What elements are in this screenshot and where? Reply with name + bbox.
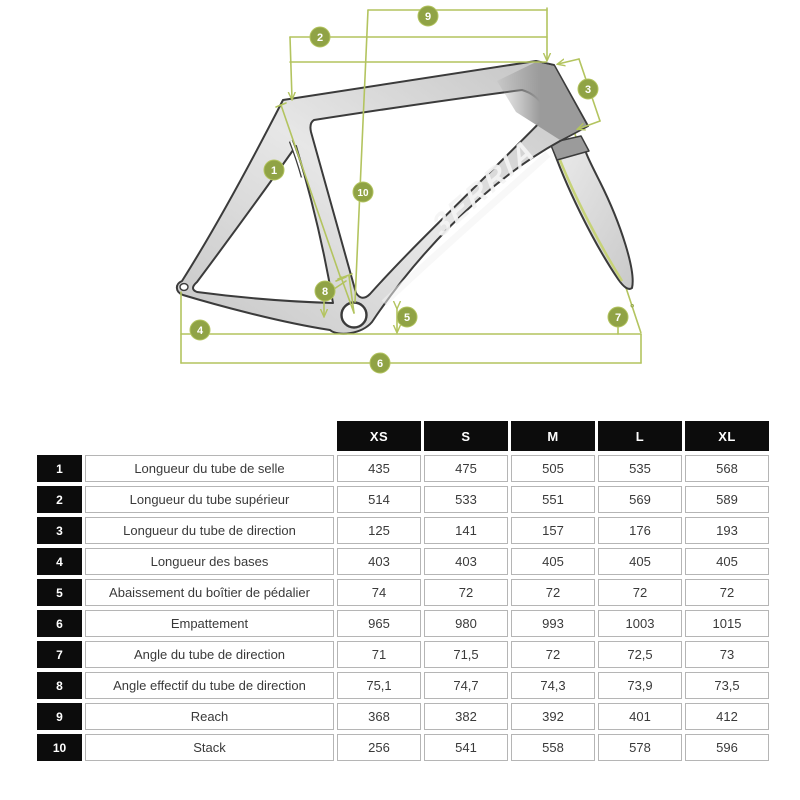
cell-value: 541 (424, 734, 508, 761)
cell-value: 475 (424, 455, 508, 482)
cell-value: 435 (337, 455, 421, 482)
cell-value: 569 (598, 486, 682, 513)
bike-frame (177, 61, 588, 334)
cell-value: 125 (337, 517, 421, 544)
row-label: Angle effectif du tube de direction (85, 672, 334, 699)
dimension-badge-5 (397, 307, 417, 327)
cell-value: 74,7 (424, 672, 508, 699)
cell-value: 73 (685, 641, 769, 668)
cell-value: 382 (424, 703, 508, 730)
cell-value: 596 (685, 734, 769, 761)
cell-value: 256 (337, 734, 421, 761)
cell-value: 403 (424, 548, 508, 575)
cell-value: 75,1 (337, 672, 421, 699)
cell-value: 533 (424, 486, 508, 513)
dimension-badge-9 (418, 6, 438, 26)
dimension-badge-1 (264, 160, 284, 180)
cell-value: 72,5 (598, 641, 682, 668)
svg-text:8: 8 (321, 286, 329, 298)
row-number: 6 (37, 610, 82, 637)
cell-value: 71,5 (424, 641, 508, 668)
head-tube-bracket-top (558, 59, 579, 64)
svg-text:1: 1 (270, 165, 278, 177)
svg-text:4: 4 (196, 325, 204, 337)
down-tube-highlight (384, 154, 548, 303)
cell-value: 401 (598, 703, 682, 730)
cell-value: 72 (424, 579, 508, 606)
row-number: 9 (37, 703, 82, 730)
cell-value: 558 (511, 734, 595, 761)
size-header-m: M (511, 421, 595, 451)
cell-value: 1003 (598, 610, 682, 637)
cell-value: 74,3 (511, 672, 595, 699)
row-number: 1 (37, 455, 82, 482)
cell-value: 73,9 (598, 672, 682, 699)
row-number: 7 (37, 641, 82, 668)
cell-value: 72 (685, 579, 769, 606)
cell-value: 176 (598, 517, 682, 544)
cell-value: 72 (598, 579, 682, 606)
svg-text:2: 2 (316, 32, 324, 44)
rear-dropout (180, 284, 188, 291)
cell-value: 72 (511, 579, 595, 606)
cell-value: 514 (337, 486, 421, 513)
brand-logo: 3ERRIA (427, 131, 542, 245)
row-number: 3 (37, 517, 82, 544)
cell-value: 1015 (685, 610, 769, 637)
svg-text:10: 10 (357, 188, 369, 199)
row-number: 4 (37, 548, 82, 575)
cell-value: 551 (511, 486, 595, 513)
dimension-badge-7 (608, 303, 634, 327)
row-label: Longueur du tube de selle (85, 455, 334, 482)
svg-text:5: 5 (403, 312, 411, 324)
cell-value: 141 (424, 517, 508, 544)
svg-text:7: 7 (614, 312, 622, 324)
cell-value: 193 (685, 517, 769, 544)
cell-value: 405 (511, 548, 595, 575)
svg-text:6: 6 (376, 358, 384, 370)
header-spacer (85, 421, 334, 451)
size-header-s: S (424, 421, 508, 451)
svg-text:9: 9 (424, 11, 432, 23)
row-label: Stack (85, 734, 334, 761)
cell-value: 368 (337, 703, 421, 730)
cell-value: 157 (511, 517, 595, 544)
row-label: Abaissement du boîtier de pédalier (85, 579, 334, 606)
row-label: Empattement (85, 610, 334, 637)
row-number: 2 (37, 486, 82, 513)
row-label: Longueur des bases (85, 548, 334, 575)
cell-value: 72 (511, 641, 595, 668)
cell-value: 71 (337, 641, 421, 668)
degree-mark: ° (630, 303, 635, 315)
cell-value: 965 (337, 610, 421, 637)
stack-line (355, 10, 368, 302)
size-header-l: L (598, 421, 682, 451)
cell-value: 405 (598, 548, 682, 575)
geometry-table (37, 421, 770, 761)
svg-text:3: 3 (584, 84, 592, 96)
row-label: Longueur du tube de direction (85, 517, 334, 544)
size-header-xl: XL (685, 421, 769, 451)
bottom-bracket (342, 303, 367, 328)
cell-value: 980 (424, 610, 508, 637)
cell-value: 405 (685, 548, 769, 575)
cell-value: 535 (598, 455, 682, 482)
row-number: 5 (37, 579, 82, 606)
dimension-badge-2 (310, 27, 330, 47)
cell-value: 993 (511, 610, 595, 637)
cell-value: 73,5 (685, 672, 769, 699)
cell-value: 578 (598, 734, 682, 761)
header-spacer (37, 421, 82, 451)
cell-value: 505 (511, 455, 595, 482)
dimension-badge-3 (578, 79, 598, 99)
dimension-badge-8 (315, 281, 335, 301)
dimension-badge-4 (190, 320, 210, 340)
cell-value: 589 (685, 486, 769, 513)
row-number: 8 (37, 672, 82, 699)
fork (550, 136, 633, 289)
row-number: 10 (37, 734, 82, 761)
row-label: Angle du tube de direction (85, 641, 334, 668)
cell-value: 568 (685, 455, 769, 482)
size-header-xs: XS (337, 421, 421, 451)
cell-value: 412 (685, 703, 769, 730)
row-label: Reach (85, 703, 334, 730)
dimension-badge-6 (370, 353, 390, 373)
cell-value: 392 (511, 703, 595, 730)
cell-value: 403 (337, 548, 421, 575)
row-label: Longueur du tube supérieur (85, 486, 334, 513)
cell-value: 74 (337, 579, 421, 606)
dimension-badge-10 (353, 182, 373, 202)
